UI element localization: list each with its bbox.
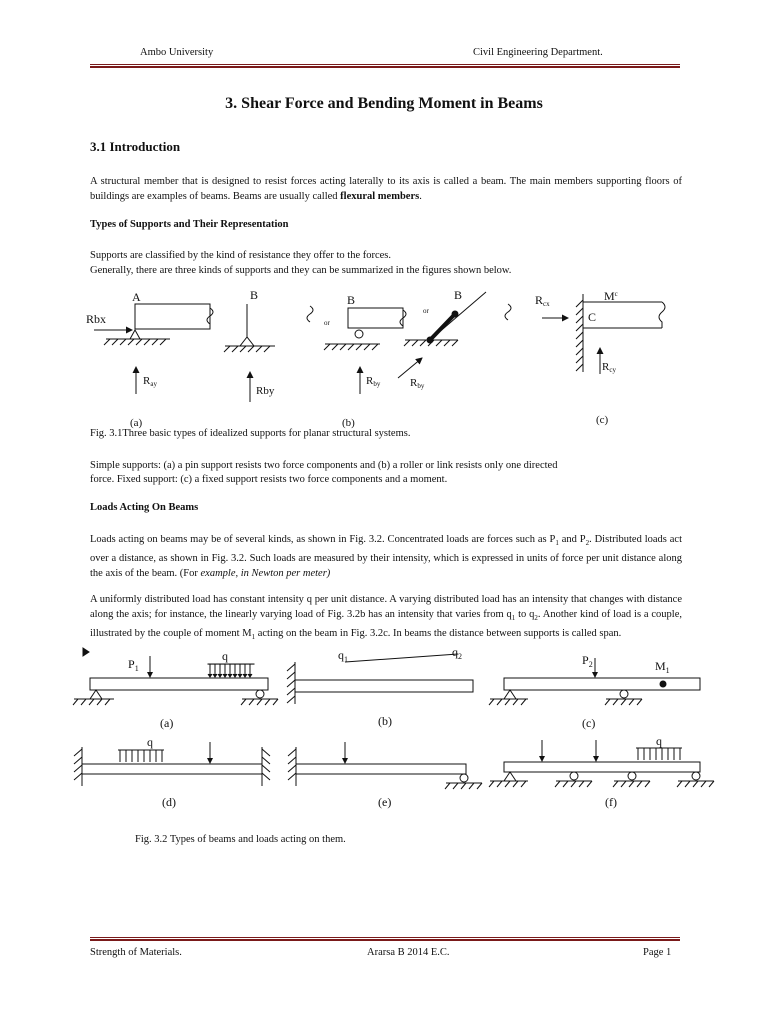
supports-desc-1: Simple supports: (a) a pin support resists two force components and (b) a roller or link resists only one directed xyxy=(90,460,558,471)
label-or-1: or xyxy=(324,319,330,327)
pin-a xyxy=(90,690,102,699)
label-sub-c: (c) xyxy=(582,716,596,730)
label-B3: B xyxy=(454,288,463,302)
intro-period: . xyxy=(419,191,422,202)
figure-3-1-caption: Fig. 3.1Three basic types of idealized supports for planar structural systems. xyxy=(90,428,411,439)
label-P1: $P_1$ xyxy=(128,657,139,673)
label-Mc: $M^c$ xyxy=(604,289,618,303)
header-right: Civil Engineering Department. xyxy=(473,47,603,58)
beam-d xyxy=(82,764,262,774)
label-sub-b: (b) xyxy=(378,714,392,728)
footer-rule xyxy=(90,937,680,941)
supports-heading: Types of Supports and Their Representation xyxy=(90,219,289,230)
label-A: A xyxy=(132,290,141,304)
supports-line-2: Generally, there are three kinds of supports and they can be summarized in the figures shown below. xyxy=(90,265,512,276)
pin-support-a xyxy=(130,330,140,339)
intro-bold-term: flexural members xyxy=(340,191,420,202)
header-rule xyxy=(90,64,680,68)
label-or-2: or xyxy=(423,307,429,315)
roller-b xyxy=(355,330,363,338)
label-Rby2: Rby xyxy=(366,375,381,388)
intro-text: A structural member that is designed to resist forces acting laterally to its axis is called a beam. The main members supporting floors of buildings are examples of beams. Beams are usually called xyxy=(90,176,682,202)
label-Rbx: Rbx xyxy=(86,312,107,326)
beam-b xyxy=(348,308,403,328)
label-B2: B xyxy=(347,293,356,307)
label-M1: $M_1$ xyxy=(655,659,670,675)
label-sub-d: (d) xyxy=(162,795,176,809)
header-left: Ambo University xyxy=(140,47,214,58)
label-sub-a: (a) xyxy=(160,716,174,730)
label-q2: $q_2$ xyxy=(452,645,462,661)
loads-paragraph-1: Loads acting on beams may be of several kinds, as shown in Fig. 3.2. Concentrated loads are forces such as $P_1$ and $P_2$. Distributed loads act over a distance, as shown in Fig. 3.2. Such loads are measured by their intensity, which is expressed in units of force per unit distance along the axis of the beam. (For example, in Newton per meter) xyxy=(90,534,683,580)
loads-heading: Loads Acting On Beams xyxy=(90,502,199,513)
footer-page-number: Page 1 xyxy=(643,947,672,958)
beam-e xyxy=(296,764,466,774)
label-q-f: q xyxy=(656,734,662,748)
label-Rby: Rby xyxy=(256,385,275,397)
label-C: C xyxy=(588,310,597,324)
label-sub-e: (e) xyxy=(378,795,392,809)
label-Ray: Ray xyxy=(143,375,157,388)
intro-paragraph xyxy=(90,174,682,204)
beam-loads-figure xyxy=(70,644,720,819)
beam-f xyxy=(504,762,700,772)
footer-center: Ararsa B 2014 E.C. xyxy=(367,947,450,958)
label-Rcy: Rcy xyxy=(602,361,616,374)
beam-b xyxy=(295,680,473,692)
figure-3-2-caption: Fig. 3.2 Types of beams and loads acting on them. xyxy=(135,834,346,845)
support-figure xyxy=(80,282,700,432)
label-q-d: q xyxy=(147,735,153,749)
beam-a xyxy=(90,678,268,690)
moment-dot xyxy=(660,681,666,687)
label-Rby3: Rby xyxy=(410,377,425,390)
label-sub-f: (f) xyxy=(605,795,617,809)
label-sub-a: (a) xyxy=(130,417,143,429)
label-sub-c: (c) xyxy=(596,414,609,426)
label-q-a: q xyxy=(222,649,228,663)
label-sub-b: (b) xyxy=(342,417,355,429)
label-q1: $q_1$ xyxy=(338,648,348,664)
beam-c xyxy=(504,678,700,690)
bullet-marker xyxy=(83,648,89,656)
supports-line-1: Supports are classified by the kind of resistance they offer to the forces. xyxy=(90,250,392,261)
link-top-pin xyxy=(452,311,458,317)
section-heading: 3.1 Introduction xyxy=(90,139,181,154)
label-B: B xyxy=(250,288,259,302)
label-P2: $P_2$ xyxy=(582,653,593,669)
pin-support-b xyxy=(240,337,254,346)
label-Rcx: Rcx xyxy=(535,293,550,308)
page-title: 3. Shear Force and Bending Moment in Beams xyxy=(225,95,543,112)
supports-desc-2: force. Fixed support: (c) a fixed support resists two force components and a moment. xyxy=(90,474,448,485)
roller-a xyxy=(256,690,264,698)
footer-left: Strength of Materials. xyxy=(90,947,182,958)
loads-paragraph-2: A uniformly distributed load has constant intensity q per unit distance. A varying distributed load has an intensity that changes with distance along the axis; for instance, the linearly varying load of Fig. 3.2b has an intensity that varies from $q_1$ to $q_2$. Another kind of load is a couple, illustrated by the couple of moment $M_1$ acting on the beam in Fig. 3.2c. In beams the distance between supports is called span. xyxy=(90,594,682,642)
beam-a xyxy=(135,304,210,329)
